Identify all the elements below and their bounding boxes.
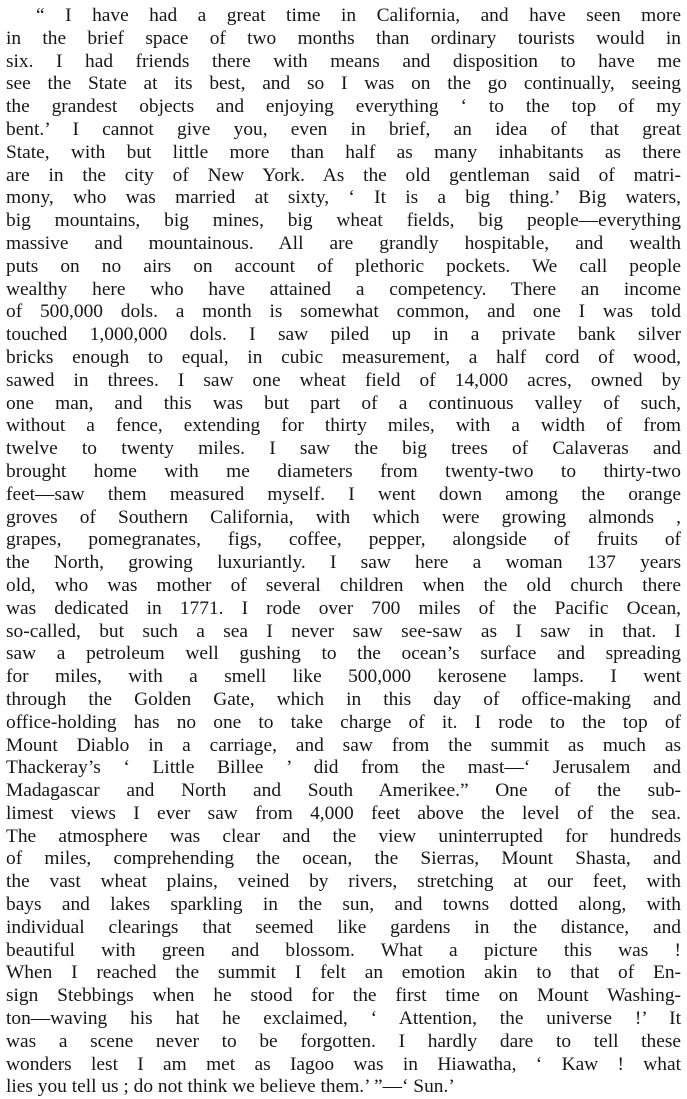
article-line: one man, and this was but part of a continuous valley of such, (6, 392, 681, 414)
article-body (6, 5, 681, 1099)
article-line: saw a petroleum well gushing to the ocean’s surface and spreading (6, 643, 681, 665)
article-line: beautiful with green and blossom. What a picture this was ! (6, 939, 681, 961)
article-line: limest views I ever saw from 4,000 feet above the level of the sea. (6, 802, 681, 824)
article-line: Thackeray’s ‘ Little Billee ’ did from the mast—‘ Jerusalem and (6, 757, 681, 779)
article-line: old, who was mother of several children when the old church there (6, 574, 681, 596)
article-line: bays and lakes sparkling in the sun, and towns dotted along, with (6, 894, 681, 916)
article-line: Madagascar and North and South Amerikee.” One of the sub- (6, 780, 681, 802)
article-line: of 500,000 dols. a month is somewhat common, and one I was told (6, 301, 681, 323)
article-line: The atmosphere was clear and the view uninterrupted for hundreds (6, 825, 681, 847)
article-line: through the Golden Gate, which in this day of office-making and (6, 688, 681, 710)
article-line: office-holding has no one to take charge of it. I rode to the top of (6, 711, 681, 733)
article-line: the North, growing luxuriantly. I saw here a woman 137 years (6, 552, 681, 574)
article-line: individual clearings that seemed like gardens in the distance, and (6, 916, 681, 938)
article-line: brought home with me diameters from twenty-two to thirty-two (6, 460, 681, 482)
article-line: so-called, but such a sea I never saw see-saw as I saw in that. I (6, 620, 681, 642)
article-line: twelve to twenty miles. I saw the big trees of Calaveras and (6, 438, 681, 460)
article-line: “ I have had a great time in California, and have seen more (36, 5, 681, 26)
article-line: lies you tell us ; do not think we believe them.’ ”—‘ Sun.’ (6, 1076, 455, 1098)
article-line: wonders lest I am met as Iagoo was in Hiawatha, ‘ Kaw ! what (6, 1053, 681, 1075)
article-line: see the State at its best, and so I was on the go continually, seeing (6, 73, 681, 95)
article-line: groves of Southern California, with which were growing almonds , (6, 506, 681, 528)
article-line: ton—waving his hat he exclaimed, ‘ Attention, the universe !’ It (6, 1008, 681, 1030)
article-line: wealthy here who have attained a competency. There an income (6, 278, 681, 300)
article-line: touched 1,000,000 dols. I saw piled up in a private bank silver (6, 324, 681, 346)
article-line: the grandest objects and enjoying everything ‘ to the top of my (6, 96, 681, 118)
article-line: was dedicated in 1771. I rode over 700 miles of the Pacific Ocean, (6, 597, 681, 619)
article-line: grapes, pomegranates, figs, coffee, pepper, alongside of fruits of (6, 529, 681, 551)
article-line: in the brief space of two months than ordinary tourists would in (6, 27, 681, 49)
article-line: puts on no airs on account of plethoric pockets. We call people (6, 255, 681, 277)
article-line: sawed in threes. I saw one wheat field of 14,000 acres, owned by (6, 369, 681, 391)
article-line: Mount Diablo in a carriage, and saw from the summit as much as (6, 734, 681, 756)
article-line: big mountains, big mines, big wheat fields, big people—everything (6, 210, 681, 232)
article-line: massive and mountainous. All are grandly hospitable, and wealth (6, 232, 681, 254)
article-line: was a scene never to be forgotten. I hardly dare to tell these (6, 1030, 681, 1052)
article-line: for miles, with a smell like 500,000 kerosene lamps. I went (6, 666, 681, 688)
article-line: of miles, comprehending the ocean, the Sierras, Mount Shasta, and (6, 848, 681, 870)
article-line: without a fence, extending for thirty miles, with a width of from (6, 415, 681, 437)
article-line: feet—saw them measured myself. I went down among the orange (6, 483, 681, 505)
article-line: sign Stebbings when he stood for the first time on Mount Washing- (6, 985, 681, 1007)
article-line: are in the city of New York. As the old gentleman said of matri- (6, 164, 681, 186)
article-line: six. I had friends there with means and disposition to have me (6, 50, 681, 72)
article-line: bent.’ I cannot give you, even in brief, an idea of that great (6, 118, 681, 140)
article-line: bricks enough to equal, in cubic measurement, a half cord of wood, (6, 346, 681, 368)
article-line: the vast wheat plains, veined by rivers, stretching at our feet, with (6, 871, 681, 893)
article-line: mony, who was married at sixty, ‘ It is a big thing.’ Big waters, (6, 187, 681, 209)
article-line: State, with but little more than half as many inhabitants as there (6, 141, 681, 163)
article-line: When I reached the summit I felt an emotion akin to that of En- (6, 962, 681, 984)
